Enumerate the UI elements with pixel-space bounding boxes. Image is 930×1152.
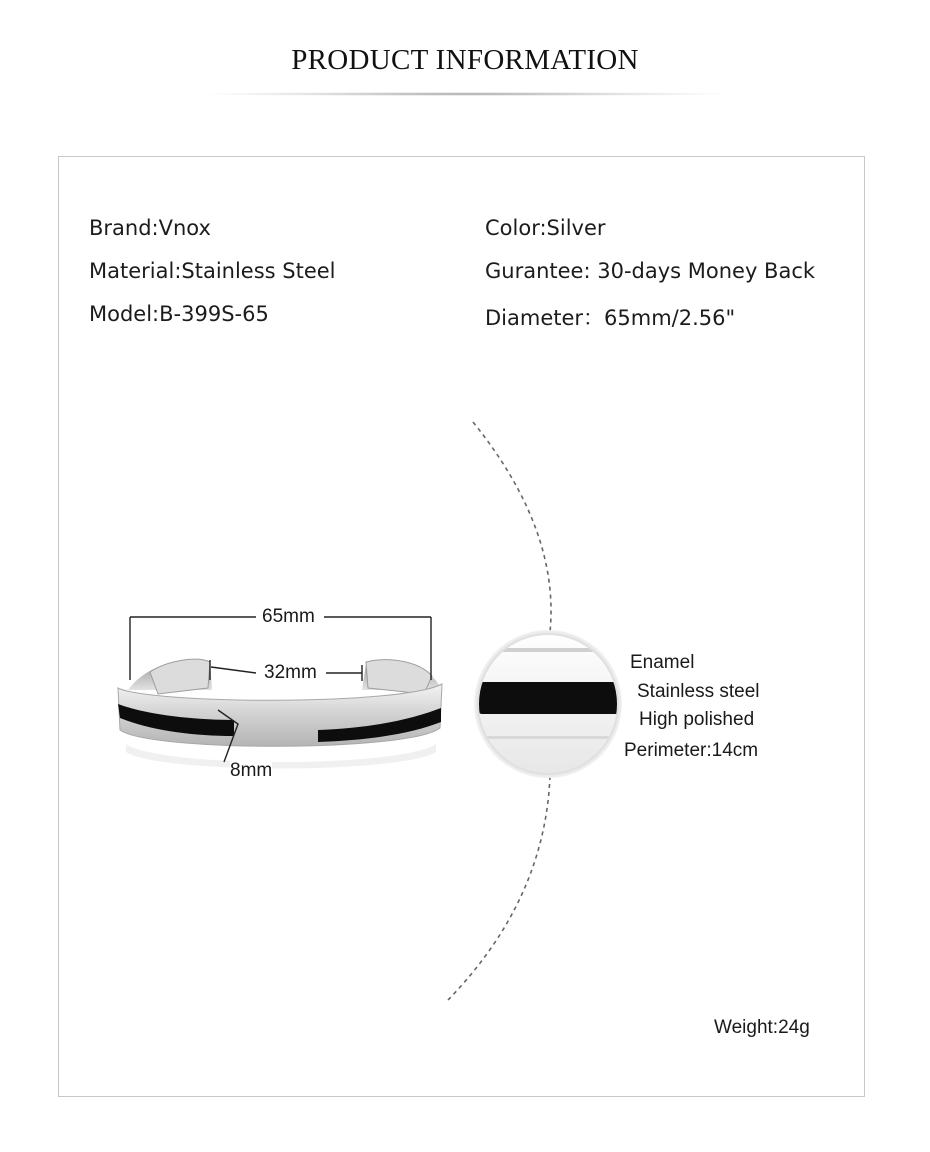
spec-guarantee: Gurantee: 30-days Money Back <box>485 259 816 283</box>
bracelet-reflection <box>126 744 436 769</box>
spec-material: Material:Stainless Steel <box>89 259 336 283</box>
dimension-band-width: 8mm <box>230 760 273 781</box>
bracelet-end-right <box>366 660 432 694</box>
spec-color: Color:Silver <box>485 216 606 240</box>
dimension-outer: 65mm <box>262 606 315 627</box>
weight-label: Weight:24g <box>714 1017 810 1038</box>
dashed-arc-lower <box>448 776 550 1000</box>
label-stainless: Stainless steel <box>637 681 760 702</box>
label-perimeter: Perimeter:14cm <box>624 740 759 761</box>
spec-diameter: Diameter：65mm/2.56" <box>485 306 736 330</box>
label-polished: High polished <box>639 709 755 730</box>
label-enamel: Enamel <box>630 652 695 673</box>
page-title: PRODUCT INFORMATION <box>291 44 639 76</box>
spec-brand: Brand:Vnox <box>89 216 211 240</box>
dashed-arc-upper <box>473 422 551 632</box>
enamel-zoom <box>478 682 620 714</box>
spec-model: Model:B-399S-65 <box>89 302 269 326</box>
dimension-opening: 32mm <box>264 662 317 683</box>
bracelet-end-left <box>150 659 210 694</box>
